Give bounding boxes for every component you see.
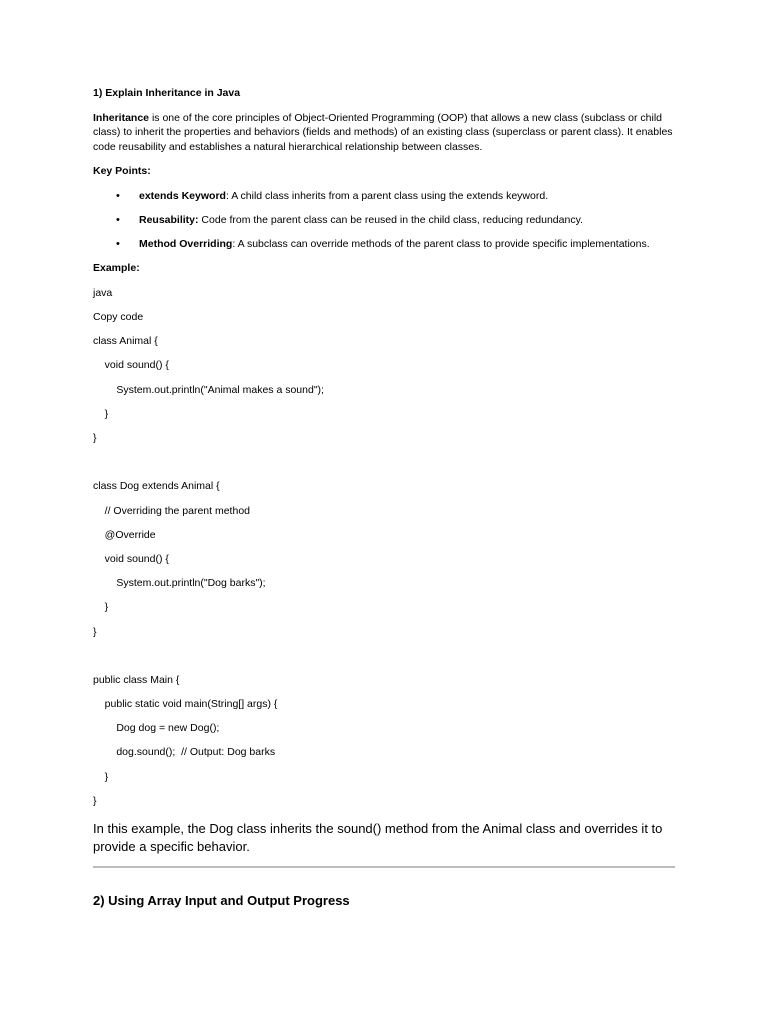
list-item: [93, 189, 677, 204]
point-term: Method Overriding: [139, 238, 233, 251]
code-line: public static void main(String[] args) {: [93, 698, 278, 711]
code-line: }: [93, 770, 109, 783]
point-term: extends Keyword: [139, 189, 226, 202]
example-label: Example:: [93, 262, 140, 275]
intro-term: Inheritance: [93, 111, 150, 124]
code-line: }: [93, 794, 97, 807]
key-points-list: [93, 189, 677, 252]
code-line: }: [93, 407, 109, 420]
code-line: System.out.println("Dog barks");: [93, 577, 266, 590]
copy-code-link[interactable]: Copy code: [93, 311, 144, 324]
list-item: [93, 213, 677, 228]
code-line: [93, 455, 677, 479]
point-text: : A subclass can override methods of the parent class to provide specific implementations.: [232, 238, 650, 251]
code-line: @Override: [93, 528, 156, 541]
section-1-title: 1) Explain Inheritance in Java: [93, 87, 241, 99]
closing-paragraph: In this example, the Dog class inherits the sound() method from the Animal class and overrides it to provide a specific behavior.: [93, 821, 663, 855]
code-line: void sound() {: [93, 552, 169, 565]
code-language: java: [93, 286, 113, 299]
document-page: [93, 86, 677, 910]
code-line: [93, 649, 677, 673]
code-line: class Dog extends Animal {: [93, 480, 220, 493]
code-block: [93, 334, 677, 818]
intro-paragraph: [93, 111, 677, 155]
code-line: Dog dog = new Dog();: [93, 722, 220, 735]
key-points-label: Key Points:: [93, 165, 151, 177]
bullet-icon: •: [116, 213, 120, 226]
point-text: Code from the parent class can be reused in the child class, reducing redundancy.: [198, 213, 583, 226]
intro-text: is one of the core principles of Object-Oriented Programming (OOP) that allows a new class (subclass or child class) to inherit the properties and behaviors (fields and methods) of an existing class (superclass or parent class). It enables code reusability and establishes a natural hierarchical relationship between classes.: [93, 111, 673, 153]
code-line: // Overriding the parent method: [93, 504, 250, 517]
code-line: }: [93, 432, 97, 445]
point-term: Reusability:: [139, 213, 199, 226]
code-line: System.out.println("Animal makes a sound");: [93, 383, 324, 396]
list-item: [93, 237, 677, 252]
bullet-icon: •: [116, 189, 120, 202]
code-line: }: [93, 601, 109, 614]
horizontal-rule: [93, 866, 675, 868]
code-line: }: [93, 625, 97, 638]
code-line: dog.sound(); // Output: Dog barks: [93, 746, 276, 759]
code-line: class Animal {: [93, 335, 158, 348]
code-line: public class Main {: [93, 673, 180, 686]
code-line: void sound() {: [93, 359, 169, 372]
point-text: : A child class inherits from a parent class using the extends keyword.: [225, 189, 549, 202]
bullet-icon: •: [116, 238, 120, 251]
section-2-title: 2) Using Array Input and Output Progress: [93, 893, 350, 909]
